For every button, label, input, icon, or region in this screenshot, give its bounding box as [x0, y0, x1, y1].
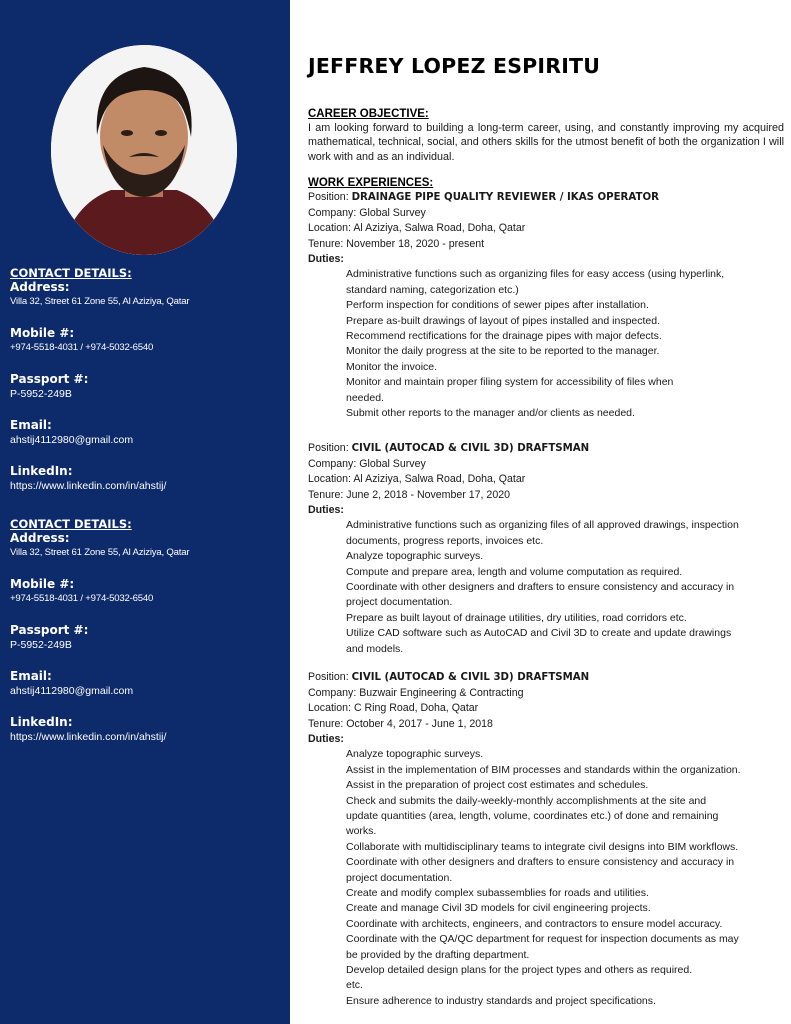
mobile-label: Mobile #:: [10, 577, 75, 591]
address-value: Villa 32, Street 61 Zone 55, Al Aziziya, Qatar: [10, 547, 190, 558]
duty-item: Prepare as built layout of drainage utilities, dry utilities, road corridors etc.: [346, 611, 687, 624]
linkedin-link[interactable]: https://www.linkedin.com/in/ahstij/: [10, 480, 167, 492]
address-label: Address:: [10, 531, 70, 545]
duty-item: documents, progress reports, invoices etc.: [346, 534, 544, 547]
sidebar: [0, 0, 290, 1024]
passport-value: P-5952-249B: [10, 639, 72, 651]
duty-item: standard naming, categorization etc.): [346, 283, 519, 296]
duty-item: Collaborate with multidisciplinary teams to integrate civil designs into BIM workflows.: [346, 840, 739, 853]
duty-item: Utilize CAD software such as AutoCAD and Civil 3D to create and update drawings: [346, 627, 732, 640]
duty-item: project documentation.: [346, 871, 453, 884]
job-position: Position: CIVIL (AUTOCAD & CIVIL 3D) DRAFTSMAN: [308, 671, 590, 683]
mobile-label: Mobile #:: [10, 326, 75, 340]
job-2: [308, 441, 784, 657]
job-tenure: Tenure: June 2, 2018 - November 17, 2020: [308, 488, 510, 501]
email-label: Email:: [10, 669, 52, 683]
duty-item: Monitor the invoice.: [346, 360, 438, 373]
linkedin-label: LinkedIn:: [10, 464, 73, 478]
duty-item: Compute and prepare area, length and volume computation as required.: [346, 565, 683, 578]
duty-item: Coordinate with architects, engineers, and contractors to ensure model accuracy.: [346, 917, 723, 930]
duty-item: update quantities (area, length, volume, coordinates etc.) of done and remaining: [346, 810, 719, 822]
job-position: Position: CIVIL (AUTOCAD & CIVIL 3D) DRAFTSMAN: [308, 442, 590, 454]
job-3: [308, 670, 784, 1009]
linkedin-label: LinkedIn:: [10, 715, 73, 729]
passport-label: Passport #:: [10, 372, 89, 386]
profile-photo-illustration: [51, 45, 237, 255]
objective-title: CAREER OBJECTIVE:: [308, 108, 429, 120]
duty-item: Coordinate with other designers and drafters to ensure consistency and accuracy in: [346, 581, 735, 593]
career-objective: [308, 107, 784, 164]
duties-label: Duties:: [308, 733, 344, 746]
duty-item: Ensure adherence to industry standards and project specifications.: [346, 994, 656, 1007]
duties-list: [308, 267, 784, 421]
duties-list: [308, 518, 784, 657]
candidate-name: JEFFREY LOPEZ ESPIRITU: [308, 54, 601, 78]
job-tenure: Tenure: October 4, 2017 - June 1, 2018: [308, 717, 493, 730]
job-location: Location: C Ring Road, Doha, Qatar: [308, 702, 479, 715]
duty-item: Assist in the implementation of BIM processes and standards within the organization.: [346, 763, 741, 776]
address-value: Villa 32, Street 61 Zone 55, Al Aziziya, Qatar: [10, 296, 190, 307]
email-label: Email:: [10, 418, 52, 432]
duties-label: Duties:: [308, 504, 344, 517]
duty-item: Perform inspection for conditions of sewer pipes after installation.: [346, 299, 649, 312]
email-value: ahstij4112980@gmail.com: [10, 434, 134, 446]
duty-item: Check and submits the daily-weekly-monthly accomplishments at the site and: [346, 794, 707, 807]
duty-item: Monitor and maintain proper filing system for accessibility of files when: [346, 376, 674, 389]
objective-text: I am looking forward to building a long-term career, using, and constantly improving my acquired mathematical, technical, social, and others skills for the utmost benefit of both the organization I will work with and as an individual.: [308, 122, 784, 163]
duty-item: Create and modify complex subassemblies for roads and utilities.: [346, 887, 649, 900]
email-value: ahstij4112980@gmail.com: [10, 685, 134, 697]
duty-item: Administrative functions such as organizing files of all approved drawings, inspection: [346, 519, 739, 532]
duties-label: Duties:: [308, 253, 344, 266]
duty-item: Create and manage Civil 3D models for civil engineering projects.: [346, 902, 651, 915]
profile-photo: [51, 45, 237, 255]
linkedin-link[interactable]: https://www.linkedin.com/in/ahstij/: [10, 731, 167, 743]
contact-details-1: [10, 266, 282, 493]
job-company: Company: Global Survey: [308, 457, 426, 470]
duty-item: Analyze topographic surveys.: [346, 550, 484, 563]
duty-item: Administrative functions such as organizing files for easy access (using hyperlink,: [346, 268, 725, 281]
duty-item: Coordinate with other designers and drafters to ensure consistency and accuracy in: [346, 856, 735, 869]
duty-item: Analyze topographic surveys.: [346, 748, 484, 761]
duty-item: etc.: [346, 979, 363, 992]
contact-details-2: [10, 517, 282, 744]
duty-item: be provided by the drafting department.: [346, 948, 530, 961]
contact-heading: CONTACT DETAILS:: [10, 517, 132, 531]
duty-item: Recommend rectifications for the drainage pipes with major defects.: [346, 330, 662, 342]
duty-item: Coordinate with the QA/QC department for request for inspection documents as may: [346, 933, 739, 946]
job-position: Position: DRAINAGE PIPE QUALITY REVIEWER / IKAS OPERATOR: [308, 191, 659, 203]
mobile-value: +974-5518-4031 / +974-5032-6540: [10, 342, 154, 353]
passport-value: P-5952-249B: [10, 388, 72, 400]
job-tenure: Tenure: November 18, 2020 - present: [308, 237, 485, 250]
duties-list: [308, 747, 784, 1009]
duty-item: Prepare as-built drawings of layout of pipes installed and inspected.: [346, 314, 661, 327]
job-company: Company: Buzwair Engineering & Contracting: [308, 686, 524, 699]
duty-item: project documentation.: [346, 596, 453, 609]
work-experiences-title: WORK EXPERIENCES:: [308, 177, 434, 189]
duty-item: needed.: [346, 391, 384, 404]
passport-label: Passport #:: [10, 623, 89, 637]
job-location: Location: Al Aziziya, Salwa Road, Doha, Qatar: [308, 222, 526, 235]
mobile-value: +974-5518-4031 / +974-5032-6540: [10, 593, 154, 604]
job-location: Location: Al Aziziya, Salwa Road, Doha, Qatar: [308, 473, 526, 486]
job-company: Company: Global Survey: [308, 206, 426, 219]
duty-item: Develop detailed design plans for the project types and others as required.: [346, 964, 693, 977]
duty-item: Monitor the daily progress at the site to be reported to the manager.: [346, 345, 660, 358]
duty-item: Assist in the preparation of project cost estimates and schedules.: [346, 779, 649, 792]
address-label: Address:: [10, 280, 70, 294]
duty-item: and models.: [346, 642, 404, 655]
duty-item: works.: [346, 825, 377, 838]
contact-heading: CONTACT DETAILS:: [10, 266, 132, 280]
duty-item: Submit other reports to the manager and/or clients as needed.: [346, 407, 635, 420]
job-1: [308, 176, 784, 421]
